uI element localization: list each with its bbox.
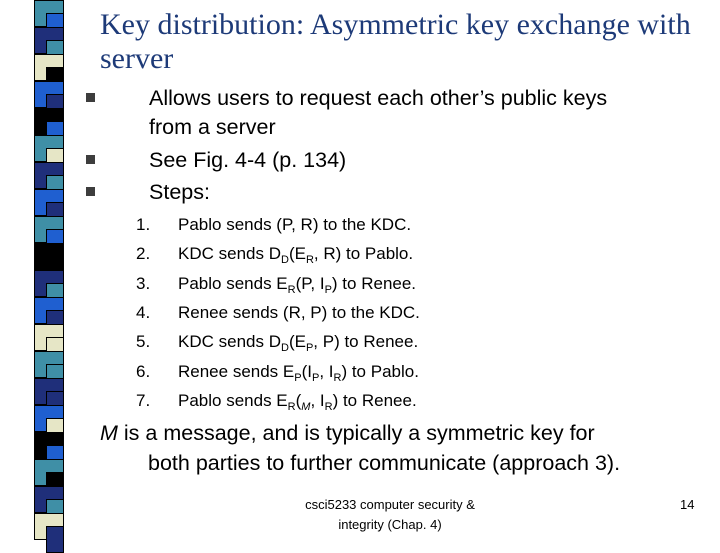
slide-title: Key distribution: Asymmetric key exchange with server (100, 8, 691, 75)
step-text (178, 239, 413, 268)
footer (290, 495, 490, 535)
step-text-segment: Renee sends E (178, 361, 295, 381)
subscript: R (287, 283, 296, 296)
step-number: 4. (136, 302, 151, 322)
decorative-stripe (0, 0, 64, 540)
step-text-segment: , I (319, 361, 334, 381)
step-text-segment: (I (301, 361, 312, 381)
bullet-text: from a server (149, 115, 276, 139)
footer-line: csci5233 computer security & (305, 497, 475, 512)
subscript: D (280, 342, 289, 355)
step-text-segment: , R) to Pablo. (313, 244, 414, 264)
step-text-segment: (P, I (295, 273, 325, 293)
step-text (178, 269, 416, 298)
subscript: P (305, 342, 314, 355)
step-text-segment: ( (295, 390, 302, 410)
step-text-segment: Renee sends (R, P) to the KDC. (178, 302, 420, 322)
step-text (178, 210, 411, 239)
step-text-segment: ) to Renee. (331, 273, 417, 293)
bullet-text: Steps: (149, 180, 210, 204)
note-paragraph (100, 418, 700, 478)
step-text-segment: KDC sends D (178, 332, 281, 352)
bullet-text: Allows users to request each other’s public keys (149, 86, 608, 110)
subscript: M (301, 400, 311, 413)
subscript: D (280, 254, 289, 267)
step-text-segment: (E (288, 332, 306, 352)
step-text-segment: ) to Pablo. (341, 361, 419, 381)
step-text-segment: , P) to Renee. (313, 332, 419, 352)
subscript: P (311, 371, 320, 384)
step-text-segment: Pablo sends E (178, 273, 288, 293)
square-bullet-icon (86, 187, 95, 196)
step-text (178, 327, 418, 356)
note-text-continuation: both parties to further communicate (approach 3). (148, 451, 621, 475)
step-text-segment: (E (288, 244, 306, 264)
step-number: 6. (136, 361, 151, 381)
step-text-segment: , I (310, 390, 325, 410)
subscript: P (294, 371, 302, 384)
subscript: P (324, 283, 332, 296)
step-number: 7. (136, 390, 151, 410)
step-text (178, 298, 420, 327)
note-text: is a message, and is typically a symmetric key for (117, 421, 595, 445)
step-number: 3. (136, 273, 151, 293)
subscript: R (333, 371, 342, 384)
step-text-segment: Pablo sends (P, R) to the KDC. (178, 215, 412, 234)
page-number: 14 (680, 497, 695, 512)
step-text-segment: KDC sends D (178, 244, 281, 264)
step-text-segment: Pablo sends E (178, 390, 288, 410)
note-symbol: M (100, 421, 118, 445)
subscript: R (324, 400, 333, 413)
square-bullet-icon (86, 155, 95, 164)
step-text (178, 357, 419, 386)
step-number: 2. (136, 244, 151, 264)
footer-line: integrity (Chap. 4) (338, 517, 442, 532)
subscript: R (287, 400, 296, 413)
bullet-text: See Fig. 4-4 (p. 134) (149, 148, 347, 172)
step-number: 1. (136, 215, 151, 234)
square-bullet-icon (86, 93, 95, 102)
step-text-segment: ) to Renee. (332, 390, 417, 410)
step-number: 5. (136, 332, 151, 352)
subscript: R (305, 254, 314, 267)
step-text (178, 386, 417, 415)
